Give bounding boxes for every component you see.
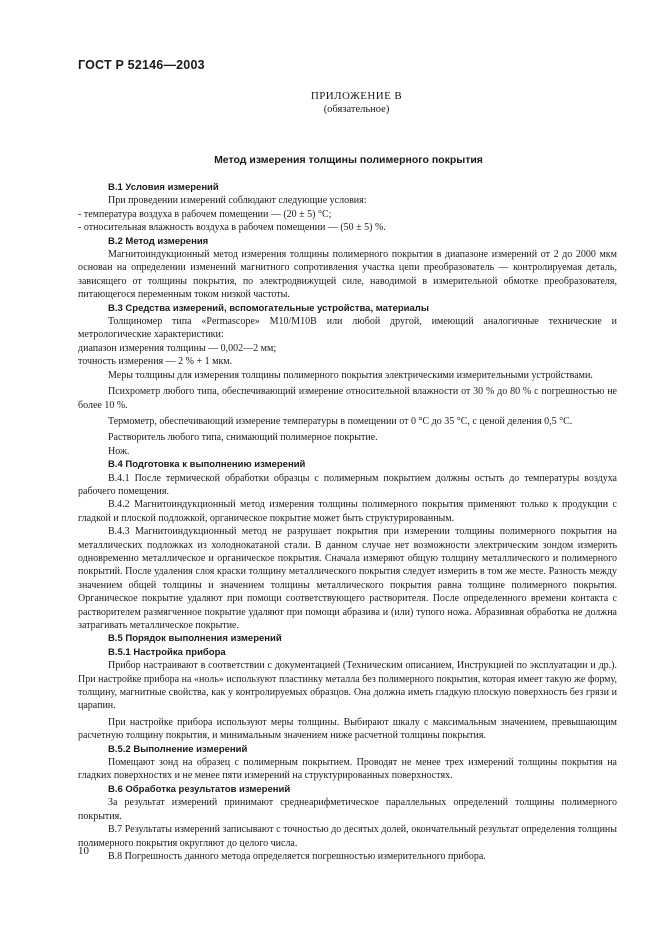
standard-header: ГОСТ Р 52146—2003: [78, 58, 205, 72]
paragraph: Меры толщины для измерения толщины полимерного покрытия электрическими измерительными устройствами.: [108, 369, 593, 381]
paragraph: В.4.2 Магнитоиндукционный метод измерения толщины полимерного покрытия применяют только к продукции с гладкой и плоской подложкой, органическое покрытие может быть структурированным.: [78, 499, 617, 524]
list-item: - температура воздуха в рабочем помещении — (20 ± 5) °С;: [78, 208, 332, 220]
subsection-heading: В.5.2 Выполнение измерений: [108, 743, 248, 755]
paragraph: В.4.1 После термической обработки образцы с полимерным покрытием должны остыть до температуры воздуха рабочего помещения.: [78, 472, 617, 497]
section-heading: В.1 Условия измерений: [108, 182, 219, 193]
section-heading: В.4 Подготовка к выполнению измерений: [108, 459, 306, 471]
list-item: диапазон измерения толщины — 0,002—2 мм;: [78, 342, 277, 354]
appendix-subtitle: (обязательное): [323, 104, 390, 115]
paragraph: В.4.3 Магнитоиндукционный метод не разрушает покрытия при измерении толщины полимерного покрытия на металлических подложках из холоднокатаной стали. В данном случае нет возможности электрическим зондом измерить одновременно металлическое и органическое покрытия. Сначала измеряют общую толщину металлического и полимерного покрытий. После удаления слоя краски толщину металлического покрытия следует измерить в том же месте. Разность между значением общей толщины и значением толщины металлического покрытия равна толщине полимерного покрытия. Органическое покрытие удаляют при помощи соответствующего растворителя. После определенного времени контакта с растворителем размягченное покрытие удаляют при помощи абразива и (или) тупого ножа. Абразивная обработка не должна затрагивать металлическое покрытие.: [78, 526, 617, 631]
paragraph: Магнитоиндукционный метод измерения толщины полимерного покрытия в диапазоне измерений от 2 до 2000 мкм основан на определении изменений магнитного сопротивления участка цепи преобразователь — контролируемая деталь, зависящего от толщины покрытия, по электродвижущей силе, наводимой в измерительной обмотке преобразователя, питающегося переменным током низкой частоты.: [78, 249, 617, 301]
paragraph: В.8 Погрешность данного метода определяется погрешностью измерительного прибора.: [108, 850, 486, 862]
paragraph: При настройке прибора используют меры толщины. Выбирают шкалу с максимальным значением, превышающим расчетную толщину покрытия, и минимальным значением ниже расчетной толщины покрытия.: [78, 716, 617, 742]
section-heading: В.3 Средства измерений, вспомогательные устройства, материалы: [108, 302, 429, 314]
paragraph: Нож.: [108, 445, 130, 457]
appendix-title: ПРИЛОЖЕНИЕ В: [310, 90, 403, 102]
paragraph: Помещают зонд на образец с полимерным покрытием. Проводят не менее трех измерений толщины покрытия на гладких поверхностях и не менее пяти измерений на структурированных поверхностях.: [78, 757, 617, 782]
paragraph: В.7 Результаты измерений записывают с точностью до десятых долей, окончательный результат определения толщины полимерного покрытия округляют до целого числа.: [78, 824, 617, 849]
page-title: Метод измерения толщины полимерного покрытия: [214, 154, 483, 166]
section-heading: В.6 Обработка результатов измерений: [108, 783, 291, 795]
paragraph: Психрометр любого типа, обеспечивающий измерение относительной влажности от 30 % до 80 % с погрешностью не более 10 %.: [78, 386, 617, 411]
paragraph: За результат измерений принимают среднеарифметическое параллельных определений толщины полимерного покрытия.: [78, 797, 617, 822]
list-item: - относительная влажность воздуха в рабочем помещении — (50 ± 5) %.: [78, 222, 386, 234]
paragraph: Прибор настраивают в соответствии с документацией (Техническим описанием, Инструкцией по эксплуатации и др.). При настройке прибора на «ноль» используют пластинку металла без полимерного покрытия, которая имеет такую же форму, толщину, магнитные свойства, как у контролируемых образцов. Она должна иметь гладкую плоскую поверхность без грязи и царапин.: [78, 660, 617, 712]
paragraph: При проведении измерений соблюдают следующие условия:: [108, 195, 367, 207]
section-heading: В.2 Метод измерения: [108, 235, 209, 247]
paragraph: Растворитель любого типа, снимающий полимерное покрытие.: [108, 432, 378, 444]
page-number: 10: [78, 845, 89, 857]
section-heading: В.5 Порядок выполнения измерений: [108, 633, 282, 645]
subsection-heading: В.5.1 Настройка прибора: [108, 646, 226, 658]
document-body: [78, 181, 617, 863]
list-item: точность измерения — 2 % + 1 мкм.: [78, 356, 233, 368]
paragraph: Толщиномер типа «Permascope» М10/М10В или любой другой, имеющий аналогичные технические и метрологические характеристики:: [78, 316, 617, 341]
paragraph: Термометр, обеспечивающий измерение температуры в помещении от 0 °С до 35 °С, с ценой деления 0,5 °С.: [108, 415, 573, 427]
